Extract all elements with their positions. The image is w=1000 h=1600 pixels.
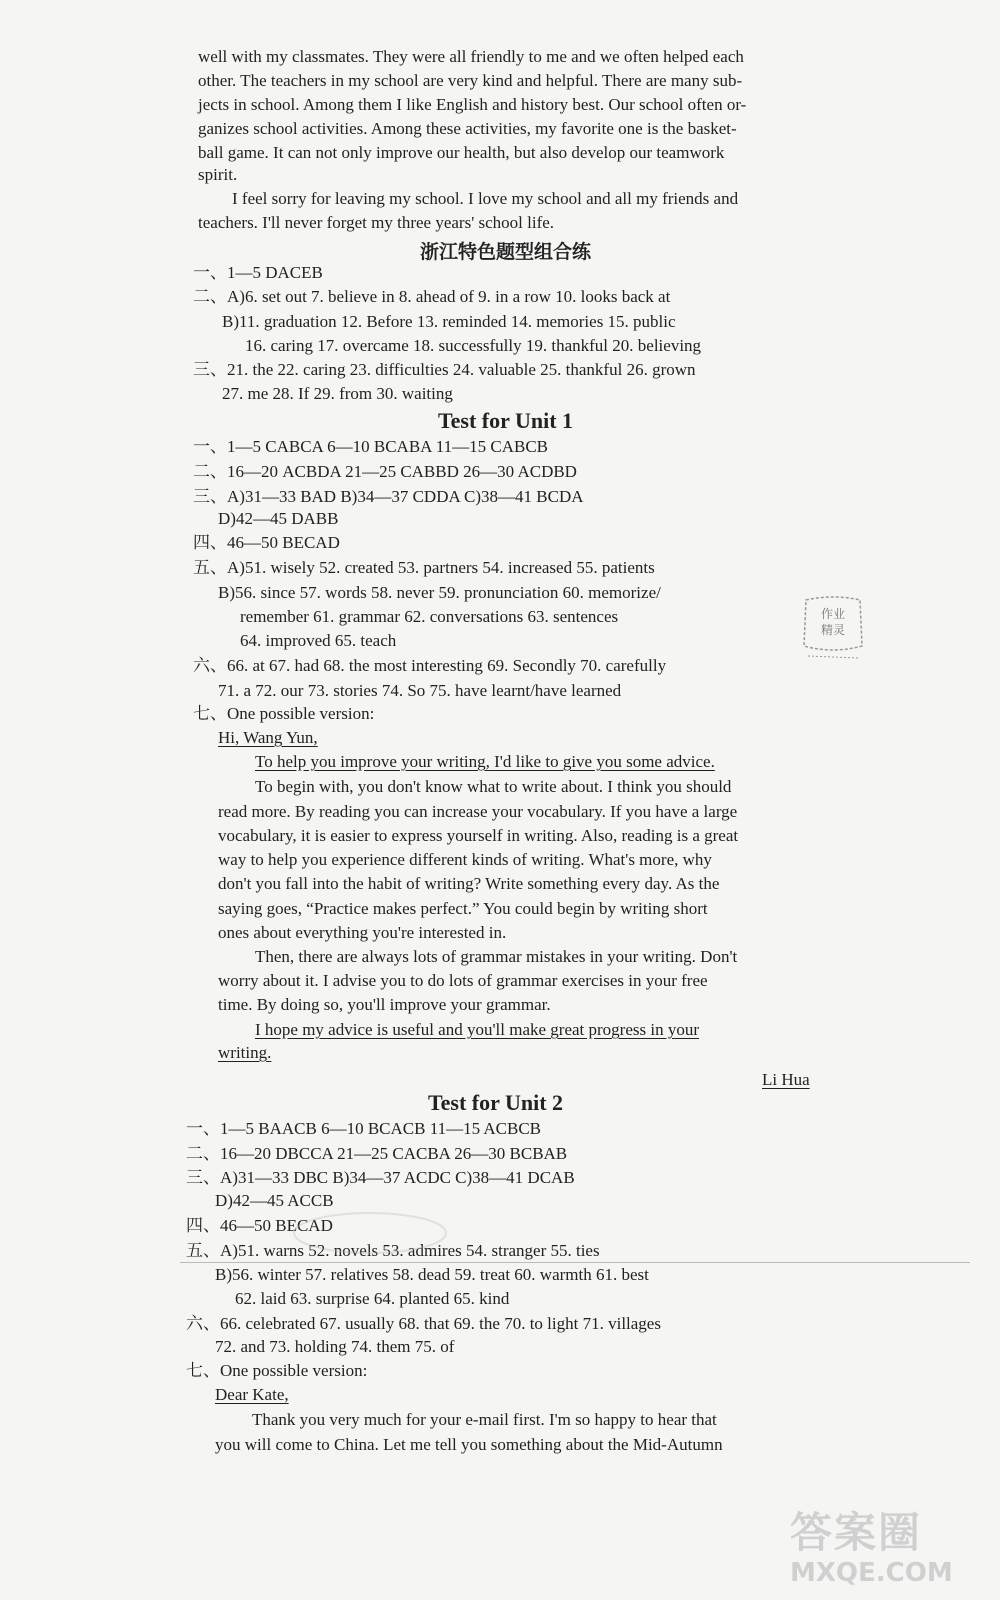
u2-line-6: 五、A)51. warns 52. novels 53. admires 54. stranger 55. ties — [186, 1241, 600, 1260]
u1-p2-line-1: Then, there are always lots of grammar mistakes in your writing. Don't — [255, 947, 738, 966]
intro-line-5: ball game. It can not only improve our health, but also develop our teamwork — [198, 143, 725, 162]
u1-line-5: 四、46—50 BECAD — [193, 533, 340, 552]
u1-line-2: 二、16—20 ACBDA 21—25 CABBD 26—30 ACDBD — [193, 462, 577, 481]
u1-letter-greeting: Hi, Wang Yun, — [218, 728, 318, 747]
u1-line-3: 三、A)31—33 BAD B)34—37 CDDA C)38—41 BCDA — [193, 487, 584, 506]
fold-line — [180, 1262, 970, 1263]
u2-line-1: 一、1—5 BAACB 6—10 BCACB 11—15 ACBCB — [186, 1119, 542, 1138]
u1-p1-line-4: way to help you experience different kinds of writing. What's more, why — [218, 850, 712, 869]
u2-line-14: you will come to China. Let me tell you something about the Mid-Autumn — [215, 1435, 723, 1454]
u1-line-7: B)56. since 57. words 58. never 59. pronunciation 60. memorize/ — [218, 583, 661, 602]
u1-closing-line-1: I hope my advice is useful and you'll make great progress in your — [255, 1020, 700, 1039]
unit1-title: Test for Unit 1 — [438, 408, 574, 433]
u2-line-11: 七、One possible version: — [186, 1361, 368, 1380]
u2-line-9: 六、66. celebrated 67. usually 68. that 69. the 70. to light 71. villages — [186, 1314, 661, 1333]
u1-line-12: 七、One possible version: — [193, 704, 375, 723]
faint-watermark — [290, 1210, 450, 1256]
u1-line-1: 一、1—5 CABCA 6—10 BCABA 11—15 CABCB — [193, 437, 549, 456]
u1-line-4: D)42—45 DABB — [218, 509, 339, 528]
u1-signature: Li Hua — [762, 1070, 810, 1089]
watermark-site: MXQE.COM — [790, 1558, 953, 1588]
intro-line-3: jects in school. Among them I like English and history best. Our school often or- — [198, 95, 747, 114]
intro-line-1: well with my classmates. They were all friendly to me and we often helped each — [198, 47, 744, 66]
u2-line-7: B)56. winter 57. relatives 58. dead 59. treat 60. warmth 61. best — [215, 1265, 649, 1284]
u2-line-5: 四、46—50 BECAD — [186, 1216, 333, 1235]
u1-line-9: 64. improved 65. teach — [240, 631, 397, 650]
zj-line-3: B)11. graduation 12. Before 13. reminded 14. memories 15. public — [222, 312, 676, 331]
u1-p2-line-2: worry about it. I advise you to do lots of grammar exercises in your free — [218, 971, 708, 990]
u2-line-2: 二、16—20 DBCCA 21—25 CACBA 26—30 BCBAB — [186, 1144, 568, 1163]
u1-line-11: 71. a 72. our 73. stories 74. So 75. have learnt/have learned — [218, 681, 622, 700]
intro-line-4: ganizes school activities. Among these activities, my favorite one is the basket- — [198, 119, 737, 138]
zhejiang-title: 浙江特色题型组合练 — [420, 241, 592, 263]
zj-line-6: 27. me 28. If 29. from 30. waiting — [222, 384, 453, 403]
seal-text-2: 精灵 — [820, 623, 846, 637]
unit2-title: Test for Unit 2 — [428, 1090, 564, 1115]
u1-p1-line-2: read more. By reading you can increase your vocabulary. If you have a large — [218, 802, 738, 821]
u1-p2-line-3: time. By doing so, you'll improve your grammar. — [218, 995, 551, 1014]
u1-p1-line-1: To begin with, you don't know what to write about. I think you should — [255, 777, 732, 796]
zj-line-5: 三、21. the 22. caring 23. difficulties 24. valuable 25. thankful 26. grown — [193, 360, 696, 379]
u1-line-10: 六、66. at 67. had 68. the most interesting 69. Secondly 70. carefully — [193, 656, 667, 675]
u2-line-4: D)42—45 ACCB — [215, 1191, 334, 1210]
u1-closing-line-2: writing. — [218, 1043, 272, 1062]
zj-line-4: 16. caring 17. overcame 18. successfully 19. thankful 20. believing — [245, 336, 702, 355]
seal-text-1: 作业 — [820, 607, 846, 621]
zj-line-2: 二、A)6. set out 7. believe in 8. ahead of 9. in a row 10. looks back at — [193, 287, 671, 306]
u2-line-12: Dear Kate, — [215, 1385, 289, 1404]
u1-p1-line-5: don't you fall into the habit of writing? Write something every day. As the — [218, 874, 720, 893]
seal-stamp — [800, 592, 866, 668]
intro-line-6: spirit. — [198, 165, 238, 184]
seal-icon — [800, 592, 866, 668]
u2-line-10: 72. and 73. holding 74. them 75. of — [215, 1337, 455, 1356]
site-watermark — [790, 1500, 980, 1596]
u1-p1-line-7: ones about everything you're interested in. — [218, 923, 507, 942]
u1-line-8: remember 61. grammar 62. conversations 63. sentences — [240, 607, 619, 626]
watermark-title: 答案圈 — [790, 1508, 923, 1557]
zj-line-1: 一、1—5 DACEB — [193, 263, 323, 282]
intro-line-8: teachers. I'll never forget my three years' school life. — [198, 213, 555, 232]
intro-line-7: I feel sorry for leaving my school. I love my school and all my friends and — [232, 189, 739, 208]
u1-p1-line-6: saying goes, “Practice makes perfect.” You could begin by writing short — [218, 899, 708, 918]
u2-line-8: 62. laid 63. surprise 64. planted 65. kind — [235, 1289, 510, 1308]
intro-line-2: other. The teachers in my school are very kind and helpful. There are many sub- — [198, 71, 743, 90]
watermark-icon — [290, 1210, 450, 1256]
u1-p1-line-3: vocabulary, it is easier to express yourself in writing. Also, reading is a great — [218, 826, 739, 845]
u2-line-13: Thank you very much for your e-mail first. I'm so happy to hear that — [252, 1410, 717, 1429]
u2-line-3: 三、A)31—33 DBC B)34—37 ACDC C)38—41 DCAB — [186, 1168, 575, 1187]
u1-letter-opening: To help you improve your writing, I'd like to give you some advice. — [255, 752, 715, 771]
u1-line-6: 五、A)51. wisely 52. created 53. partners 54. increased 55. patients — [193, 558, 655, 577]
